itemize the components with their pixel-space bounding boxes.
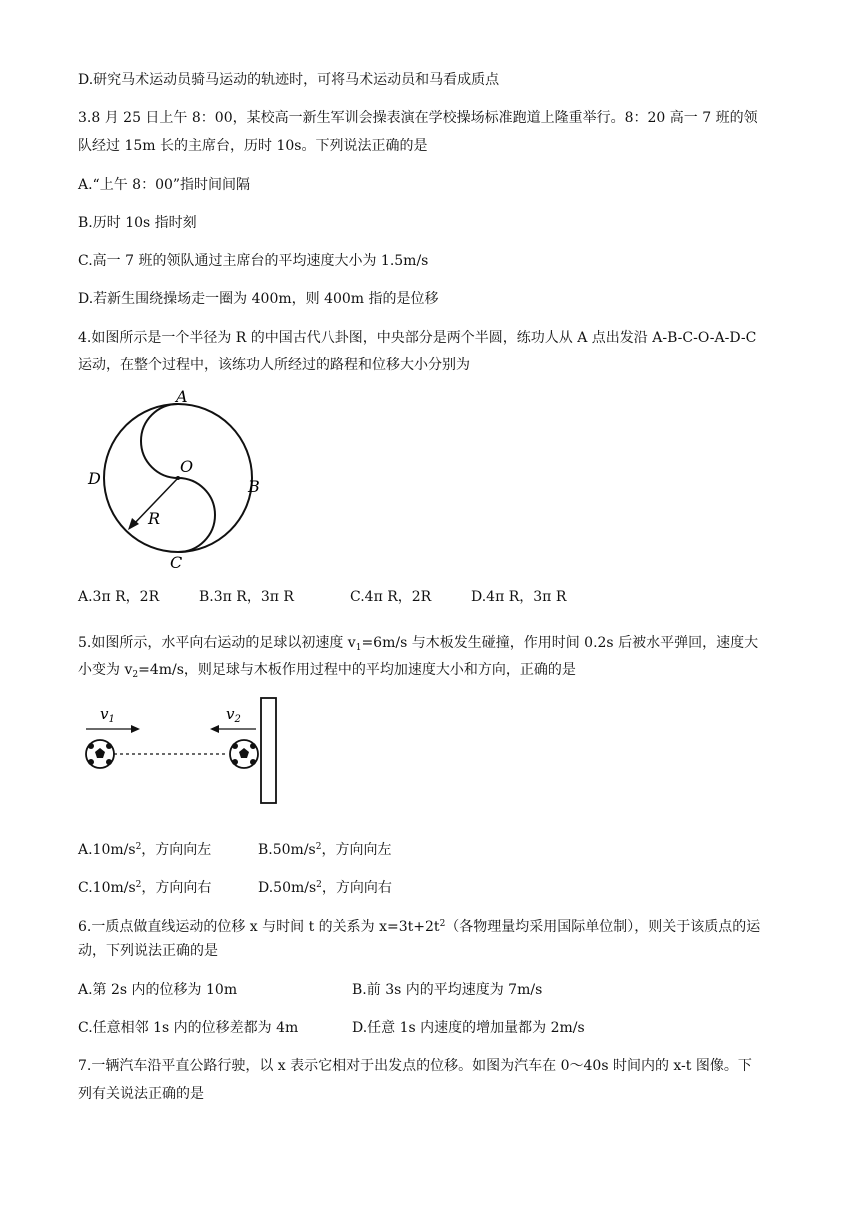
q5-option-b-sup: 2 <box>315 842 322 852</box>
q7-stem-line2: 列有关说法正确的是 <box>78 1086 204 1102</box>
wooden-board <box>261 698 276 803</box>
center-point <box>176 476 180 480</box>
v1-sub: 1 <box>108 714 115 725</box>
q5-option-a-sup: 2 <box>135 842 142 852</box>
q5-stem-line1-post: =6m/s 与木板发生碰撞，作用时间 0.2s 后被水平弹回，速度大 <box>361 635 759 651</box>
v2-arrowhead <box>210 725 219 733</box>
q4-option-d: D.4π R，3π R <box>471 589 567 605</box>
q6-stem-line2: 动，下列说法正确的是 <box>78 943 218 959</box>
q5-stem-line2-post: =4m/s，则足球与木板作用过程中的平均加速度大小和方向，正确的是 <box>138 662 576 678</box>
q6-option-b: B.前 3s 内的平均速度为 7m/s <box>352 982 543 998</box>
label-o: O <box>180 457 194 476</box>
q5-stem-line1 <box>78 633 758 658</box>
q4-option-c: C.4π R，2R <box>350 589 432 605</box>
q5-option-b-pre: B.50m/s <box>258 842 316 858</box>
q5-option-c-sup: 2 <box>135 880 142 890</box>
v1-arrowhead <box>131 725 140 733</box>
q5-stem-line1-pre: 5.如图所示，水平向右运动的足球以初速度 v <box>78 635 356 651</box>
football-left <box>86 740 114 768</box>
q5-v2-subscript: 2 <box>132 670 139 680</box>
v2-label <box>226 705 241 725</box>
q2-option-d: D.研究马术运动员骑马运动的轨迹时，可将马术运动员和马看成质点 <box>78 72 500 88</box>
football-right <box>230 740 258 768</box>
football-board-figure <box>78 695 288 807</box>
q5-option-c-pre: C.10m/s <box>78 880 136 896</box>
q4-stem-line2: 运动，在整个过程中，该练功人所经过的路程和位移大小分别为 <box>78 357 470 373</box>
q5-option-b <box>258 837 391 860</box>
label-a: A <box>176 387 188 406</box>
q3-option-c: C.高一 7 班的领队通过主席台的平均速度大小为 1.5m/s <box>78 253 429 269</box>
lower-semicircle <box>178 478 215 552</box>
q4-option-b: B.3π R，3π R <box>199 589 294 605</box>
q5-stem-line2-pre: 小变为 v <box>78 662 133 678</box>
upper-semicircle <box>141 404 178 478</box>
q5-option-a <box>78 837 211 860</box>
q3-option-b: B.历时 10s 指时刻 <box>78 215 197 231</box>
q5-option-d-pre: D.50m/s <box>258 880 317 896</box>
q6-stem-sup: 2 <box>439 919 446 929</box>
q4-stem-line1: 4.如图所示是一个半径为 R 的中国古代八卦图，中央部分是两个半圆，练功人从 A 点出发沿 A-B-C-O-A-D-C <box>78 330 757 346</box>
v1-letter: v <box>100 705 109 723</box>
q5-option-a-post: ，方向向左 <box>141 842 212 858</box>
q5-option-a-pre: A.10m/s <box>78 842 136 858</box>
q5-option-d <box>258 875 392 898</box>
label-r: R <box>148 509 161 528</box>
label-b: B <box>248 477 260 496</box>
q5-option-d-sup: 2 <box>316 880 322 890</box>
q6-option-a: A.第 2s 内的位移为 10m <box>78 982 238 998</box>
q6-stem-line1 <box>78 914 760 937</box>
q3-option-d: D.若新生围绕操场走一圈为 400m，则 400m 指的是位移 <box>78 291 439 307</box>
q6-stem-line1-post: （各物理量均采用国际单位制），则关于该质点的运 <box>445 919 761 935</box>
v2-letter: v <box>226 705 235 723</box>
v1-label <box>100 705 115 725</box>
q6-option-c: C.任意相邻 1s 内的位移差都为 4m <box>78 1020 299 1036</box>
q5-option-c-post: ，方向向右 <box>141 880 212 896</box>
label-c: C <box>170 553 183 570</box>
q3-stem-line1: 3.8 月 25 日上午 8：00，某校高一新生军训会操表演在学校操场标准跑道上隆重举行。8：20 高一 7 班的领 <box>78 110 758 126</box>
q5-stem-line2 <box>78 660 576 685</box>
v2-sub: 2 <box>234 714 241 725</box>
q7-stem-line1: 7.一辆汽车沿平直公路行驶，以 x 表示它相对于出发点的位移。如图为汽车在 0～40s 时间内的 x-t 图像。下 <box>78 1058 752 1074</box>
q5-v1-subscript: 1 <box>355 643 362 653</box>
q4-option-a: A.3π R，2R <box>78 589 160 605</box>
q6-stem-line1-pre: 6.一质点做直线运动的位移 x 与时间 t 的关系为 x=3t+2t <box>78 919 440 935</box>
q5-option-b-post: ，方向向左 <box>321 842 392 858</box>
bagua-figure <box>72 386 282 570</box>
q6-option-d: D.任意 1s 内速度的增加量都为 2m/s <box>352 1020 585 1036</box>
q3-stem-line2: 队经过 15m 长的主席台，历时 10s。下列说法正确的是 <box>78 138 428 154</box>
q5-option-d-post: ，方向向右 <box>321 880 392 896</box>
label-d: D <box>88 469 101 488</box>
q3-option-a: A.“上午 8：00”指时间间隔 <box>78 177 251 193</box>
q5-option-c <box>78 875 211 898</box>
